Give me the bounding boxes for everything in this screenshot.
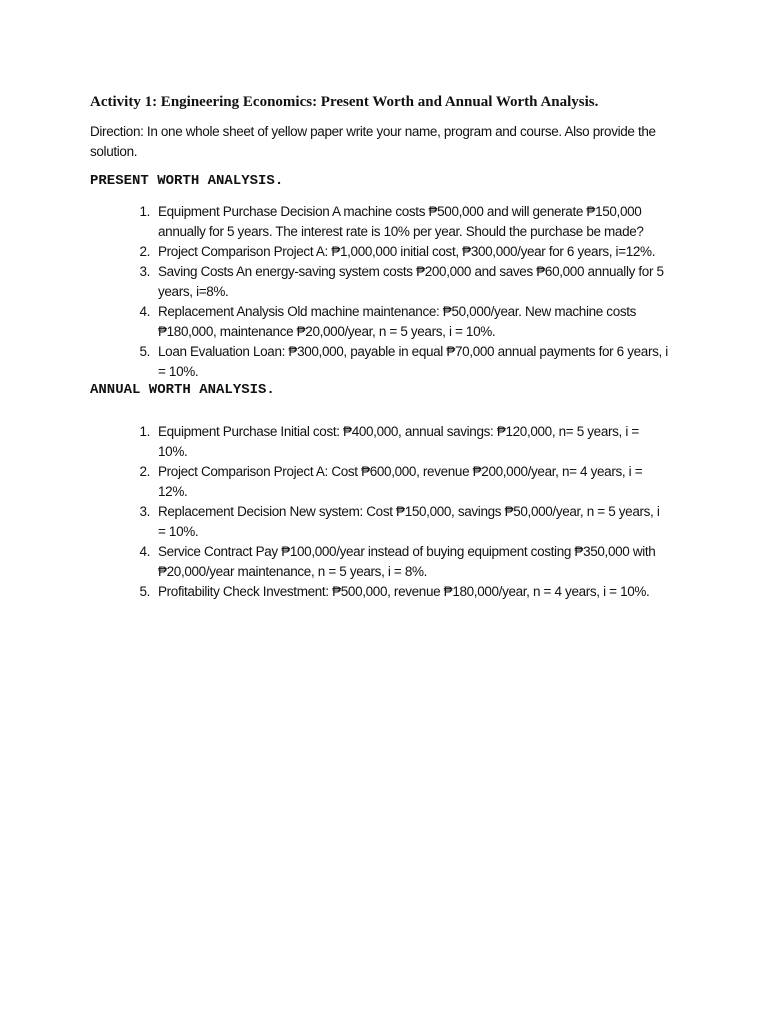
list-item [0,262,670,302]
direction-text: Direction: In one whole sheet of yellow paper write your name, program and course. Also provide the solution. [90,124,656,159]
list-item-text: Profitability Check Investment: ₱500,000, revenue ₱180,000/year, n = 4 years, i = 10%. [158,584,650,599]
list-item [0,342,670,382]
list-item [0,542,670,582]
list-item-number: 5. [139,584,150,599]
list-item-number: 1. [139,424,150,439]
list-item-number: 3. [139,264,150,279]
list-item [0,242,670,262]
list-item [0,202,670,242]
list-item [0,502,670,542]
list-item-number: 3. [139,504,150,519]
list-item-text: Saving Costs An energy-saving system costs ₱200,000 and saves ₱60,000 annually for 5 years, i=8%. [158,264,664,299]
list-item [0,462,670,502]
list-item-number: 1. [139,204,150,219]
list-item-number: 2. [139,244,150,259]
annual-worth-heading: ANNUAL WORTH ANALYSIS. [90,382,275,398]
list-item [0,582,670,602]
annual-worth-list [0,422,768,602]
list-item [0,302,670,342]
list-item-text: Equipment Purchase Decision A machine costs ₱500,000 and will generate ₱150,000 annually for 5 years. The interest rate is 10% per year. Should the purchase be made? [158,204,644,239]
list-item-text: Loan Evaluation Loan: ₱300,000, payable in equal ₱70,000 annual payments for 6 years, i = 10%. [158,344,668,379]
list-item-number: 2. [139,464,150,479]
present-worth-list [0,202,768,382]
list-item-text: Replacement Analysis Old machine maintenance: ₱50,000/year. New machine costs ₱180,000, maintenance ₱20,000/year, n = 5 years, i = 10%. [158,304,637,339]
document-title: Activity 1: Engineering Economics: Present Worth and Annual Worth Analysis. [90,94,599,110]
list-item-text: Service Contract Pay ₱100,000/year instead of buying equipment costing ₱350,000 with ₱20,000/year maintenance, n = 5 years, i = 8%. [158,544,656,579]
list-item-text: Equipment Purchase Initial cost: ₱400,000, annual savings: ₱120,000, n= 5 years, i = 10%. [158,424,639,459]
list-item-number: 4. [139,544,150,559]
list-item-text: Project Comparison Project A: ₱1,000,000 initial cost, ₱300,000/year for 6 years, i=12%. [158,244,656,259]
list-item-text: Replacement Decision New system: Cost ₱150,000, savings ₱50,000/year, n = 5 years, i = 10%. [158,504,660,539]
list-item-number: 5. [139,344,150,359]
list-item-number: 4. [139,304,150,319]
list-item-text: Project Comparison Project A: Cost ₱600,000, revenue ₱200,000/year, n= 4 years, i = 12%. [158,464,643,499]
list-item [0,422,670,462]
present-worth-heading: PRESENT WORTH ANALYSIS. [90,173,284,189]
